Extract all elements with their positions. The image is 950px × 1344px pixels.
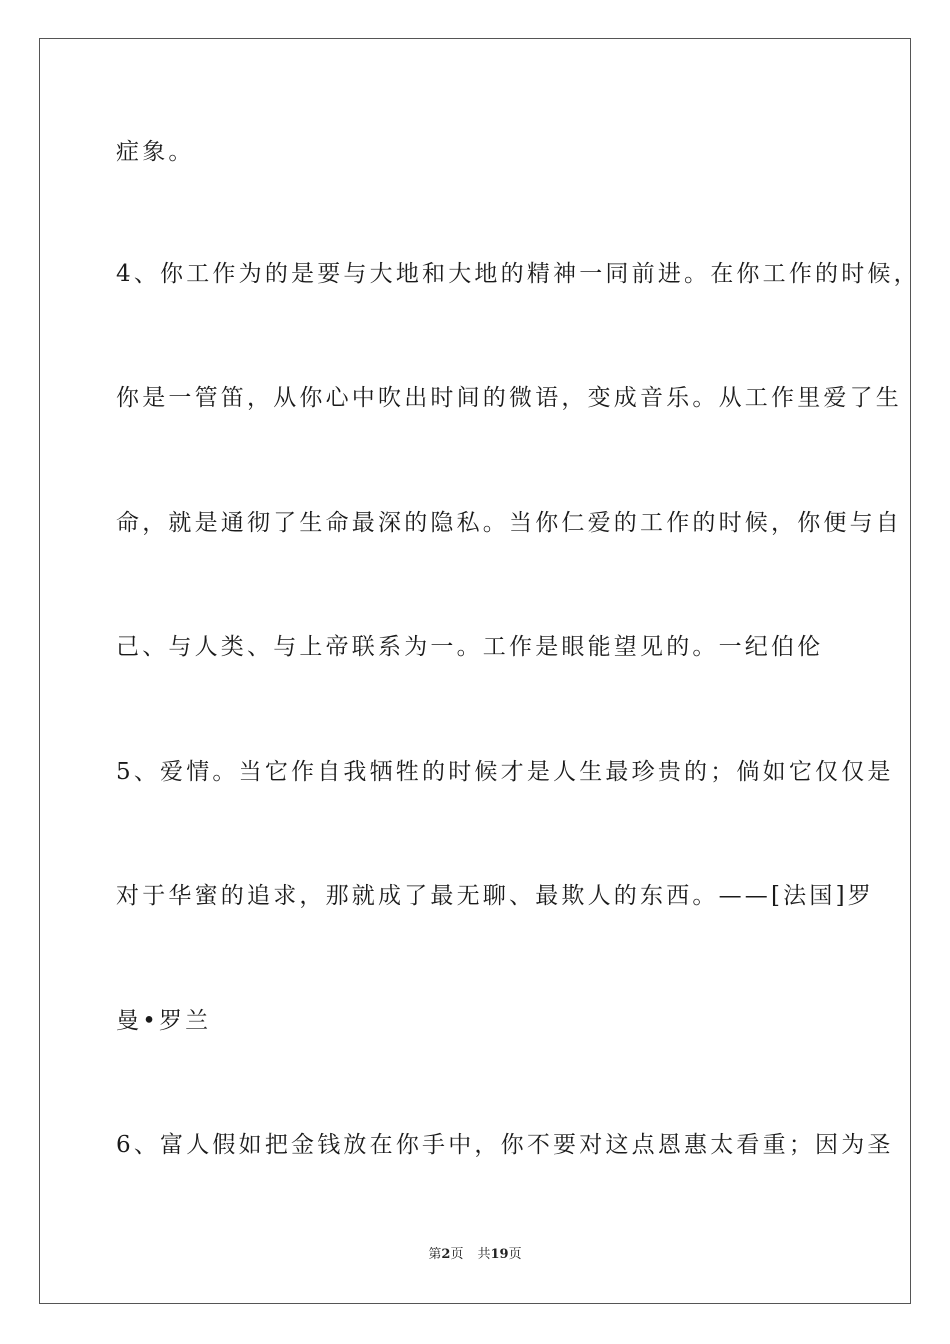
text-line-5: 己、与人类、与上帝联系为一。工作是眼能望见的。一纪伯伦 [116, 634, 824, 660]
text-line-9: 6、富人假如把金钱放在你手中，你不要对这点恩惠太看重；因为圣 [116, 1132, 894, 1158]
text-line-8: 曼•罗兰 [116, 1008, 212, 1034]
total-pages: 19 [490, 1247, 509, 1262]
text-line-7: 对于华蜜的追求，那就成了最无聊、最欺人的东西。——[法国]罗 [116, 883, 874, 909]
total-suffix: 页 [508, 1247, 522, 1262]
text-line-1: 症象。 [116, 139, 195, 165]
page-footer [0, 1246, 950, 1264]
text-line-3: 你是一管笛，从你心中吹出时间的微语，变成音乐。从工作里爱了生 [116, 385, 902, 411]
page-suffix: 页 [450, 1247, 464, 1262]
page-number: 2 [441, 1247, 451, 1262]
text-line-6: 5、爱情。当它作自我牺牲的时候才是人生最珍贵的；倘如它仅仅是 [116, 759, 894, 785]
text-line-4: 命，就是通彻了生命最深的隐私。当你仁爱的工作的时候，你便与自 [116, 510, 902, 536]
page-border [39, 38, 911, 1304]
page-prefix: 第 [428, 1247, 442, 1262]
total-prefix: 共 [477, 1247, 491, 1262]
text-line-2: 4、你工作为的是要与大地和大地的精神一同前进。在你工作的时候， [116, 261, 920, 287]
